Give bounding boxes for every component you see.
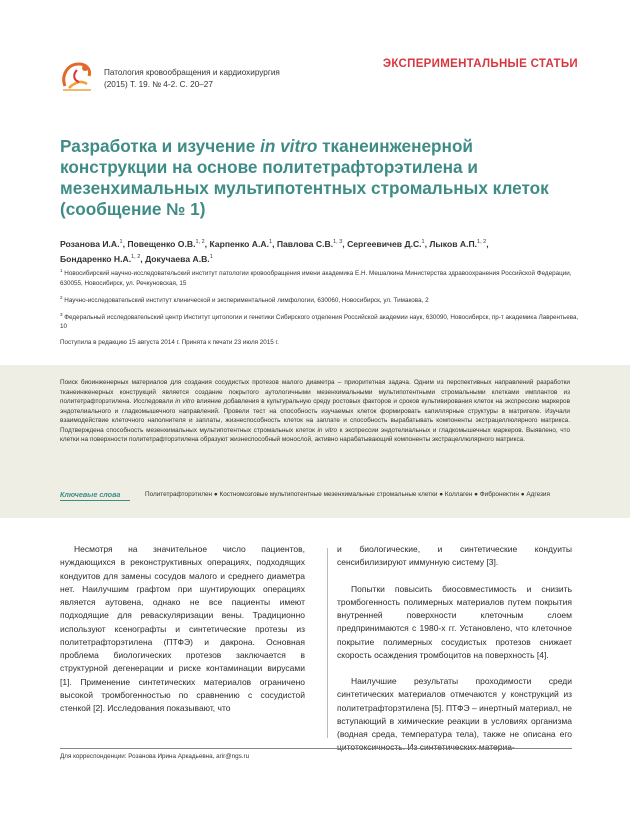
section-label: ЭКСПЕРИМЕНТАЛЬНЫЕ СТАТЬИ xyxy=(382,58,578,70)
footnote-rule xyxy=(60,748,572,749)
affiliation-item xyxy=(60,266,580,289)
author-affiliation-ref: 1, 2 xyxy=(131,253,141,260)
author-affiliation-ref: 1 xyxy=(421,239,425,245)
keyword: Коллаген xyxy=(444,491,473,498)
journal-issue: (2015) Т. 19. № 4-2. С. 20–27 xyxy=(104,79,213,89)
abstract-italic: in vitro xyxy=(175,398,195,405)
affiliation-number: 1 xyxy=(60,268,63,273)
title-italic: in vitro xyxy=(260,136,318,156)
affiliation-text: Новосибирский научно-исследовательский институт патологии кровообращения имени академика Е.Н. Мешалкина Министерства здравоохранения Российской Федерации, 630055, Новосибирск, ул. Речкуновская, 15 xyxy=(60,270,572,287)
body-paragraph: Наилучшие результаты проходимости среди синтетических материалов отмечаются у конструкций из политетрафторэтилена [5]. ПТФЭ – инертный материал, не вступающий в химические реакции в условиях организма (водная среда, температура тела), также не описана его xyxy=(337,676,572,739)
abstract-segment: к экспрессии эндотелиальных и гладкомышечных маркеров. Выявлено, что клетки на поверхности политетрафторэтилена образуют жизнеспособный монослой, активно нарабатывающий компоненты экстрацеллюлярного матрикса. xyxy=(60,426,570,443)
article-title xyxy=(60,136,580,220)
body-paragraph: и биологические, и синтетические кондуиты сенсибилизируют иммунную систему [3]. xyxy=(337,544,572,568)
keywords-underline xyxy=(60,500,130,501)
affiliation-number: 2 xyxy=(60,294,63,300)
journal-logo-icon xyxy=(57,56,97,96)
author: Павлова С.В. xyxy=(276,238,334,249)
body-paragraph: Несмотря на значительное число пациентов, нуждающихся в реконструктивных операциях, подходящих кондуитов для замены сосудов малого и среднего диаметра нет. Наилучшим графтом при шунтирующих операциях является аутовена, однако не все пациенты имеют подходящие для реваскуляризации вены. Традиционно используют ксенографты и синтетические протезы из политетрафторэтилена (ПТФЭ) и дакрона. Основная проблема биологических протезов заключается в структурной дегенерации и риске контаминации вирусами [1]. Применение синтетических материалов ограничено высокой тромбогенностью по сравнению с сосудистой стенкой [2]. Исследования показывают, что xyxy=(60,544,305,713)
journal-citation xyxy=(104,67,280,90)
abstract-segment: влияние добавления в культуральную среду ростовых факторов и сроков культивирования клеток на экспрессию маркеров эндотелиального и гладкомышечного направлений. Провели тест на способность изучаемых клеток формировать капиллярные структуры в матригеле. Изучали взаимодействие клеточного наполнителя и заплаты, жизнеспособность клеток на заплате и способность вырабатывать компоненты экстрацеллюлярного матрикса. Подтверждена способность мезенхимальных мультипотентных стромальных клеток xyxy=(60,398,570,434)
affiliation-text: Федеральный исследовательский центр Институт цитологии и генетики Сибирского отделения Российской академии наук, 630090, Новосибирск, пр-т академика Лаврентьева, 10 xyxy=(60,313,579,331)
affiliation-number: 3 xyxy=(60,311,63,317)
author-affiliation-ref: 1 xyxy=(209,253,213,260)
body-paragraph: Попытки повысить биосовместимость и снизить тромбогенность полимерных материалов путем покрытия внутренней поверхности клеточным слоем предпринимаются с 1980-х гг. Установлено, что клеточное покрытие полимерных сосудистых протезов снижает скорость осаждения тромбоцитов на поверхность [4]. xyxy=(337,583,572,660)
affiliations xyxy=(60,266,580,336)
keyword: Костномозговые мультипотентные мезенхимальные стромальные клетки xyxy=(219,491,438,498)
abstract-italic: in vitro xyxy=(317,426,338,434)
author-affiliation-ref: 1, 2 xyxy=(477,239,487,245)
title-part2: тканеинженерной конструкции на основе политетрафторэтилена и мезенхимальных мультипотентных стромальных клеток (сообщение № 1) xyxy=(60,136,549,219)
abstract-segment: Поиск биоинженерных материалов для создания сосудистых протезов малого диаметра – приоритетная задача. Одним из перспективных направлений разработки тканеинженерных конструкций является создание покрытого аутологичными мезенхимальными мультипотентными стромальными клетками имплантов из политетрафторэтилена. Исследовали xyxy=(60,379,570,405)
received-dates: Поступила в редакцию 15 августа 2014 г. Принята к печати 23 июля 2015 г. xyxy=(60,339,279,346)
author: Сергеевичев Д.С. xyxy=(347,238,422,249)
journal-name: Патология кровообращения и кардиохирургия xyxy=(104,68,280,77)
author: Докучаева А.В. xyxy=(145,253,210,264)
author-affiliation-ref: 1, 3 xyxy=(333,239,343,245)
keyword: Политетрафторэтилен xyxy=(145,491,213,498)
affiliation-item xyxy=(60,293,580,306)
body-column-right xyxy=(327,543,572,755)
author-list: Розанова И.А.$^1$, Повещенко О.В.$^{1, 2}$, Карпенко А.А.$^1$, Павлова С.В.$^{1, 3}$, Сергеевичев Д.С.$^1$, Лыков А.П.$^{1, 2}$, Бондаренко Н.А.$^{1, 2}$, Докучаева А.В.$^1$ xyxy=(60,238,489,264)
author: Бондаренко Н.А. xyxy=(60,253,132,264)
affiliation-item xyxy=(60,310,580,333)
author-affiliation-ref: 1, 2 xyxy=(195,239,205,245)
author: Повещенко О.В. xyxy=(127,238,196,249)
abstract-text xyxy=(60,378,570,445)
affiliation-text: Научно-исследовательский институт клинической и экспериментальной лимфологии, 630060, Новосибирск, ул. Тимакова, 2 xyxy=(64,296,429,304)
author: Розанова И.А. xyxy=(60,238,120,249)
author: Лыков А.П. xyxy=(429,238,478,249)
keywords-list: Политетрафторэтилен ● Костномозговые мультипотентные мезенхимальные стромальные клетки ● Коллаген ● Фибронектин ● Адгезия xyxy=(145,491,550,498)
author-affiliation-ref: 1 xyxy=(269,239,273,245)
correspondence-note: Для корреспонденции: Розанова Ирина Аркадьевна, arir@ngs.ru xyxy=(60,753,250,760)
author-affiliation-ref: 1 xyxy=(119,239,123,245)
keyword: Фибронектин xyxy=(479,491,519,498)
keyword: Адгезия xyxy=(526,491,550,498)
body-column-left xyxy=(60,543,305,715)
title-part1: Разработка и изучение xyxy=(60,136,261,156)
keywords-label: Ключевые слова xyxy=(60,490,121,499)
author: Карпенко А.А. xyxy=(209,238,269,249)
